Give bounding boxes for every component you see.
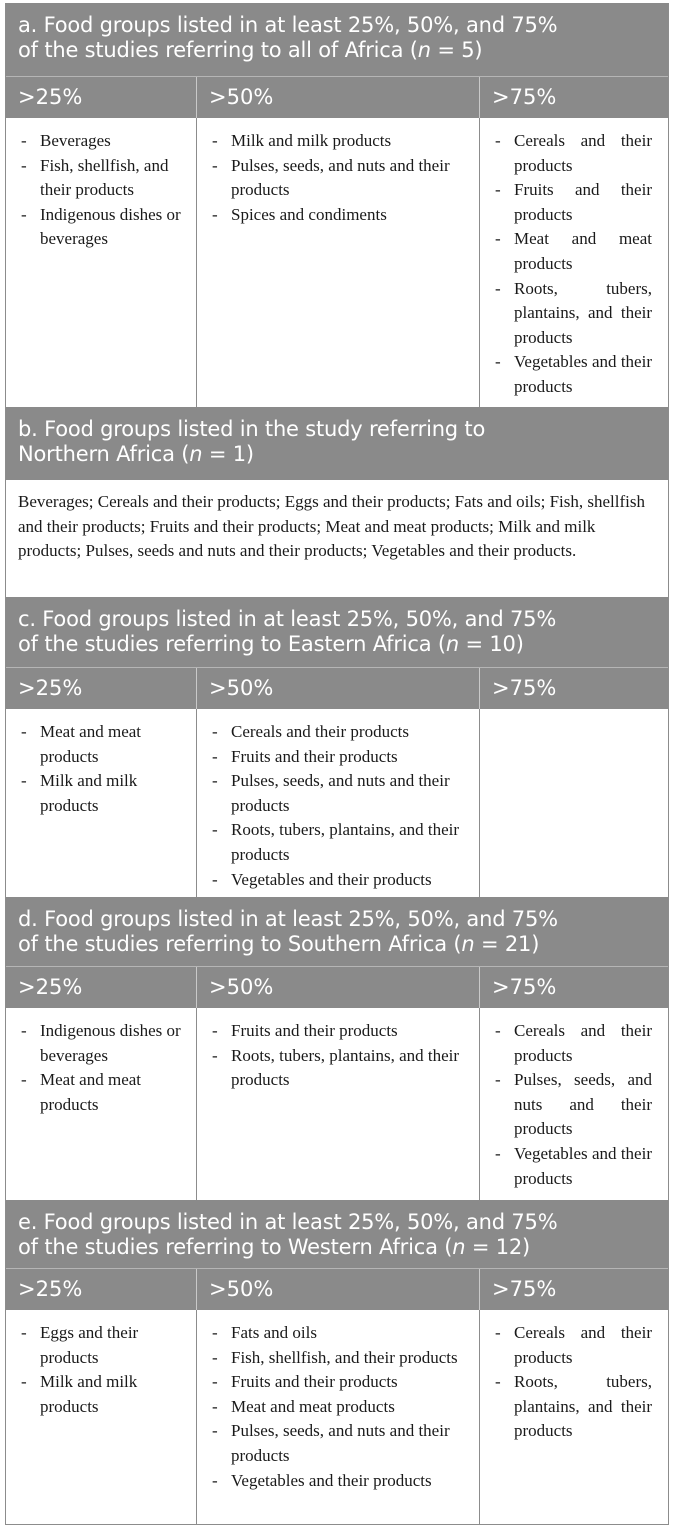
section-d-col-75: [480, 1008, 668, 1200]
section-a-title-n: n: [417, 38, 431, 62]
section-e-title-pre: of the studies referring to Western Africa (: [18, 1235, 453, 1259]
section-d-header-row: [6, 966, 668, 1008]
section-a-title-line2: [18, 38, 656, 63]
list-item: - Eggs and their products: [20, 1321, 182, 1370]
section-e-header-75: >75%: [480, 1269, 668, 1310]
list-item: - Meat and meat products: [20, 1068, 182, 1117]
section-c-title-line1: c. Food groups listed in at least 25%, 50%, and 75%: [18, 607, 557, 631]
list-item: - Fats and oils: [211, 1321, 465, 1346]
section-a-title-line1: a. Food groups listed in at least 25%, 50%, and 75%: [18, 13, 558, 37]
list-item: - Milk and milk products: [20, 1370, 182, 1419]
list-item: - Roots, tubers, plantains, and their products: [211, 1044, 465, 1093]
section-c-header-25: >25%: [6, 668, 197, 709]
list-item: - Cereals and their products: [494, 1019, 652, 1068]
section-c-title-post: = 10): [459, 632, 524, 656]
section-a-body-row: [6, 118, 668, 407]
section-d-body-row: [6, 1008, 668, 1200]
list-item: - Vegetables and their products: [494, 350, 652, 399]
list-item: - Fruits and their products: [211, 1019, 465, 1044]
section-a-header-50: >50%: [197, 77, 480, 118]
section-b-text: Beverages; Cereals and their products; Eggs and their products; Fats and oils; Fish, shellfish and their products; Fruits and their products; Meat and meat products; Milk and milk products; Pulses, seeds and nuts and their products; Vegetables and their products.: [18, 492, 645, 561]
section-d-header-75: >75%: [480, 967, 668, 1008]
list-item: - Meat and meat products: [494, 227, 652, 276]
section-c-header-row: [6, 667, 668, 709]
section-b-title: [6, 407, 668, 480]
section-a-header-25: >25%: [6, 77, 197, 118]
list-item: - Cereals and their products: [211, 720, 465, 745]
list-item: - Roots, tubers, plantains, and their products: [494, 277, 652, 351]
section-e-body-row: [6, 1310, 668, 1524]
food-groups-table: [5, 3, 669, 1525]
list-item: - Indigenous dishes or beverages: [20, 203, 182, 252]
section-a-title-pre: of the studies referring to all of Africa (: [18, 38, 418, 62]
section-a-col-25: [6, 118, 197, 407]
list-item: - Cereals and their products: [494, 129, 652, 178]
section-d-list-50: [211, 1019, 465, 1093]
section-b-title-post: = 1): [202, 442, 254, 466]
list-item: - Fish, shellfish, and their products: [20, 154, 182, 203]
section-d-title-n: n: [461, 932, 475, 956]
list-item: - Pulses, seeds, and nuts and their products: [211, 154, 465, 203]
section-b-title-pre: Northern Africa (: [18, 442, 190, 466]
list-item: - Roots, tubers, plantains, and their products: [494, 1370, 652, 1444]
section-b-title-line2: [18, 442, 656, 467]
section-e-title-post: = 12): [465, 1235, 531, 1259]
section-d-header-25: >25%: [6, 967, 197, 1008]
section-e-title-n: n: [452, 1235, 466, 1259]
section-e-title: [6, 1200, 668, 1268]
list-item: - Milk and milk products: [20, 769, 182, 818]
section-e-header-row: [6, 1268, 668, 1310]
section-d-title-post: = 21): [474, 932, 540, 956]
section-e-header-25: >25%: [6, 1269, 197, 1310]
section-c-title-line2: [18, 632, 656, 657]
section-b-title-line1: b. Food groups listed in the study referring to: [18, 417, 486, 441]
section-e-list-75: [494, 1321, 652, 1444]
section-a-title-post: = 5): [430, 38, 483, 62]
section-e-list-50: [211, 1321, 465, 1493]
section-e-title-line1: e. Food groups listed in at least 25%, 50%, and 75%: [18, 1210, 558, 1234]
list-item: - Cereals and their products: [494, 1321, 652, 1370]
section-c-header-75: >75%: [480, 668, 668, 709]
section-c-title-n: n: [445, 632, 460, 656]
list-item: - Milk and milk products: [211, 129, 465, 154]
list-item: - Meat and meat products: [20, 720, 182, 769]
section-c-col-25: [6, 709, 197, 897]
section-b-title-n: n: [189, 442, 203, 466]
section-d-title-line2: [18, 932, 656, 957]
section-c-col-75: [480, 709, 668, 897]
list-item: - Fruits and their products: [494, 178, 652, 227]
list-item: - Vegetables and their products: [211, 868, 465, 893]
section-d-header-50: >50%: [197, 967, 480, 1008]
list-item: - Pulses, seeds, and nuts and their products: [211, 1419, 465, 1468]
section-c-body-row: [6, 709, 668, 897]
section-e-col-50: [197, 1310, 480, 1524]
section-d-title-line1: d. Food groups listed in at least 25%, 50%, and 75%: [18, 907, 558, 931]
section-a-list-25: [20, 129, 182, 252]
section-c-title: [6, 597, 668, 667]
section-a-list-50: [211, 129, 465, 227]
list-item: - Pulses, seeds, and nuts and their products: [494, 1068, 652, 1142]
list-item: - Vegetables and their products: [494, 1142, 652, 1191]
section-e-header-50: >50%: [197, 1269, 480, 1310]
list-item: - Meat and meat products: [211, 1395, 465, 1420]
list-item: - Vegetables and their products: [211, 1469, 465, 1494]
section-e-col-75: [480, 1310, 668, 1524]
section-a-col-75: [480, 118, 668, 407]
section-d-list-75: [494, 1019, 652, 1191]
section-a-title: [6, 3, 668, 76]
section-d-list-25: [20, 1019, 182, 1117]
section-e-col-25: [6, 1310, 197, 1524]
list-item: - Fruits and their products: [211, 1370, 465, 1395]
section-c-header-50: >50%: [197, 668, 480, 709]
section-e-title-line2: [18, 1235, 656, 1260]
section-a-header-row: [6, 76, 668, 118]
section-c-list-25: [20, 720, 182, 818]
list-item: - Spices and condiments: [211, 203, 465, 228]
section-e-list-25: [20, 1321, 182, 1419]
section-a-header-75: >75%: [480, 77, 668, 118]
list-item: - Pulses, seeds, and nuts and their products: [211, 769, 465, 818]
section-c-title-pre: of the studies referring to Eastern Africa (: [18, 632, 446, 656]
list-item: - Roots, tubers, plantains, and their products: [211, 818, 465, 867]
section-d-col-50: [197, 1008, 480, 1200]
list-item: - Beverages: [20, 129, 182, 154]
list-item: - Fruits and their products: [211, 745, 465, 770]
section-c-list-50: [211, 720, 465, 892]
section-a-col-50: [197, 118, 480, 407]
section-d-title: [6, 897, 668, 966]
list-item: - Indigenous dishes or beverages: [20, 1019, 182, 1068]
section-c-col-50: [197, 709, 480, 897]
section-d-title-pre: of the studies referring to Southern Africa (: [18, 932, 462, 956]
list-item: - Fish, shellfish, and their products: [211, 1346, 465, 1371]
section-d-col-25: [6, 1008, 197, 1200]
section-a-list-75: [494, 129, 652, 400]
